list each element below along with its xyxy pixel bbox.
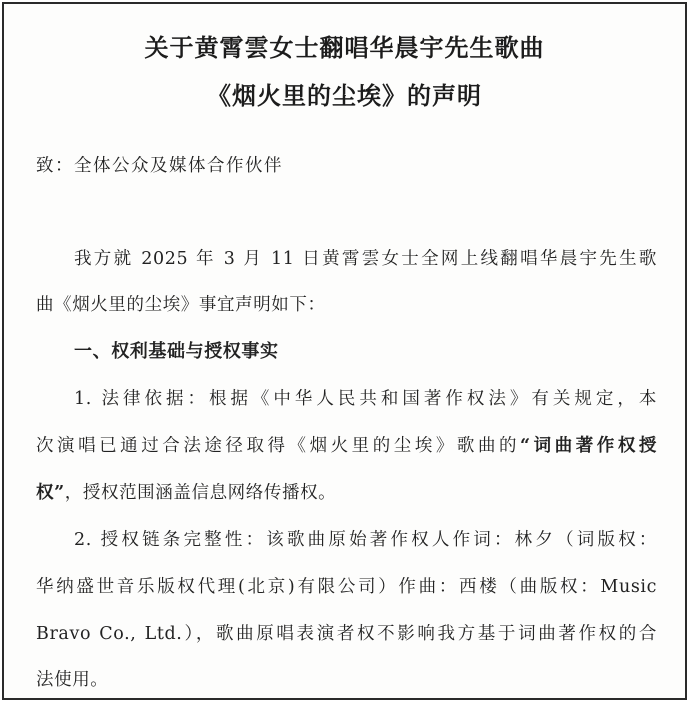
legal-basis-line-3 — [36, 479, 336, 504]
statement-document — [2, 2, 687, 700]
authorization-chain-line-2: 华纳盛世音乐版权代理(北京)有限公司）作曲：西楼（曲版权：Music — [36, 577, 657, 597]
authorization-chain-line-3: Bravo Co., Ltd.），歌曲原唱表演者权不影响我方基于词曲著作权的合 — [36, 624, 657, 644]
license-term-bold: “词曲著作权授 — [520, 436, 657, 456]
license-term-bold-end: 权” — [36, 483, 65, 503]
intro-line-1: 我方就 2025 年 3 月 11 日黄霄雲女士全网上线翻唱华晨宇先生歌 — [74, 249, 657, 269]
section-heading: 一、权利基础与授权事实 — [74, 341, 279, 362]
legal-basis-line-2 — [36, 432, 657, 457]
legal-basis-text: 次演唱已通过合法途径取得《烟火里的尘埃》歌曲的 — [36, 436, 521, 456]
statement-title-line1: 关于黄霄雲女士翻唱华晨宇先生歌曲 — [144, 33, 545, 62]
addressee: 致：全体公众及媒体合作伙伴 — [36, 156, 283, 176]
intro-line-2: 曲《烟火里的尘埃》事宜声明如下： — [36, 295, 326, 315]
license-scope-text: ，授权范围涵盖信息网络传播权。 — [64, 483, 337, 503]
statement-title-line2: 《烟火里的尘埃》的声明 — [207, 81, 482, 110]
legal-basis-line-1: 1. 法律依据：根据《中华人民共和国著作权法》有关规定，本 — [74, 389, 657, 409]
authorization-chain-line-4: 法使用。 — [36, 670, 109, 690]
authorization-chain-line-1: 2. 授权链条完整性：该歌曲原始著作权人作词：林夕（词版权： — [74, 530, 657, 550]
